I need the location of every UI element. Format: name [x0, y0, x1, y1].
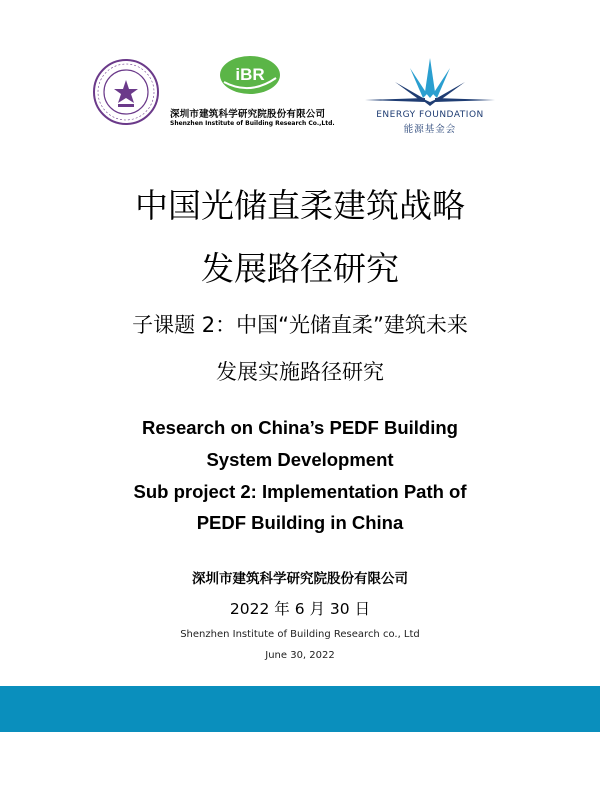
organization-en: Shenzhen Institute of Building Research co., Ltd — [180, 629, 420, 640]
footer-color-band — [0, 686, 600, 732]
title-line-1: 中国光储直柔建筑战略 — [135, 186, 465, 225]
ibr-organization-cn: 深圳市建筑科学研究院股份有限公司 — [170, 109, 326, 120]
logo-row — [0, 50, 600, 140]
energy-foundation-star-icon — [365, 58, 495, 110]
energy-foundation-name-cn: 能源基金会 — [403, 124, 457, 135]
tsinghua-seal-logo — [92, 58, 160, 126]
english-title-line-3: Sub project 2: Implementation Path of — [133, 481, 467, 502]
ibr-organization-en: Shenzhen Institute of Building Research Co.,Ltd. — [170, 120, 335, 127]
subtitle-line-2: 发展实施路径研究 — [216, 360, 384, 384]
english-title-line-2: System Development — [206, 449, 394, 470]
ibr-logo — [170, 54, 340, 134]
english-title-line-4: PEDF Building in China — [196, 512, 404, 533]
date-en: June 30, 2022 — [265, 650, 335, 661]
energy-foundation-logo — [362, 58, 498, 138]
energy-foundation-name-en: ENERGY FOUNDATION — [376, 110, 484, 120]
svg-text:iBR: iBR — [235, 65, 265, 84]
title-line-2: 发展路径研究 — [201, 249, 399, 288]
english-title-line-1: Research on China’s PEDF Building — [142, 417, 458, 438]
subtitle-line-1: 子课题 2：中国“光储直柔”建筑未来 — [132, 313, 468, 337]
date-cn: 2022 年 6 月 30 日 — [229, 600, 371, 618]
organization-cn: 深圳市建筑科学研究院股份有限公司 — [192, 571, 408, 587]
ibr-leaf-icon — [218, 54, 282, 96]
